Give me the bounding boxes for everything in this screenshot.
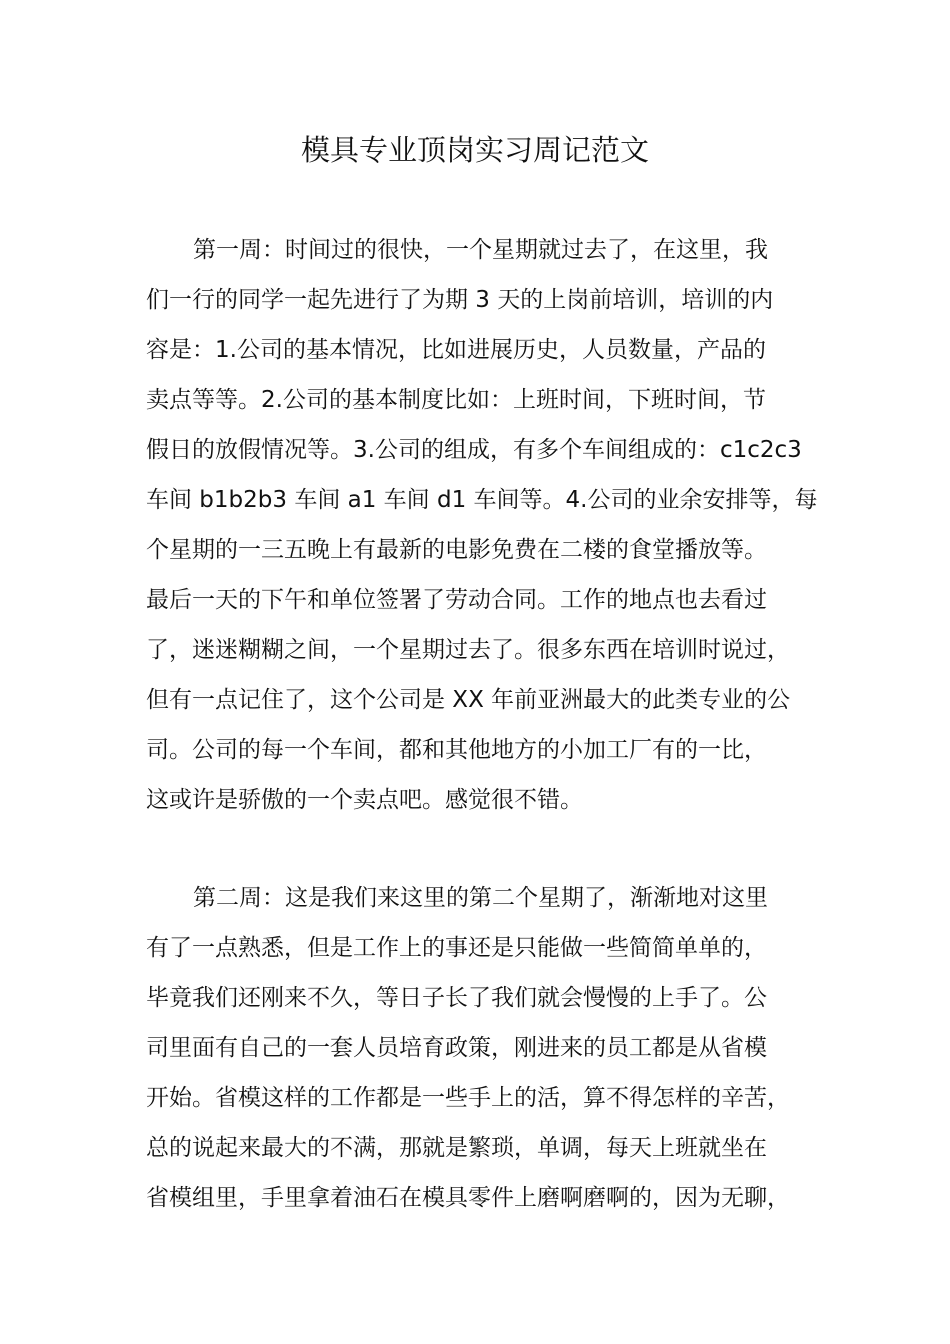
text-line: 卖点等等。2.公司的基本制度比如：上班时间，下班时间，节 bbox=[146, 387, 766, 413]
paragraph-week-1 bbox=[146, 225, 826, 825]
text-line: 第一周：时间过的很快，一个星期就过去了，在这里，我 bbox=[193, 237, 768, 263]
document-title: 模具专业顶岗实习周记范文 bbox=[300, 133, 649, 167]
text-line: 最后一天的下午和单位签署了劳动合同。工作的地点也去看过 bbox=[146, 587, 767, 613]
paragraph-week-2 bbox=[146, 873, 826, 1223]
text-line: 司里面有自己的一套人员培育政策，刚进来的员工都是从省模 bbox=[146, 1035, 767, 1061]
text-line: 省模组里，手里拿着油石在模具零件上磨啊磨啊的，因为无聊， bbox=[146, 1185, 790, 1211]
text-line: 个星期的一三五晚上有最新的电影免费在二楼的食堂播放等。 bbox=[146, 537, 767, 563]
text-line: 第二周：这是我们来这里的第二个星期了，渐渐地对这里 bbox=[193, 885, 768, 911]
text-line: 容是：1.公司的基本情况，比如进展历史，人员数量，产品的 bbox=[146, 337, 766, 363]
text-line: 总的说起来最大的不满，那就是繁琐，单调，每天上班就坐在 bbox=[146, 1135, 767, 1161]
text-line: 们一行的同学一起先进行了为期 3 天的上岗前培训，培训的内 bbox=[146, 287, 774, 313]
text-line: 车间 b1b2b3 车间 a1 车间 d1 车间等。4.公司的业余安排等，每 bbox=[146, 487, 818, 513]
text-line: 但有一点记住了，这个公司是 XX 年前亚洲最大的此类专业的公 bbox=[146, 687, 791, 713]
text-line: 这或许是骄傲的一个卖点吧。感觉很不错。 bbox=[146, 787, 583, 813]
text-line: 开始。省模这样的工作都是一些手上的活，算不得怎样的辛苦， bbox=[146, 1085, 790, 1111]
text-line: 毕竟我们还刚来不久，等日子长了我们就会慢慢的上手了。公 bbox=[146, 985, 767, 1011]
text-line: 了，迷迷糊糊之间，一个星期过去了。很多东西在培训时说过， bbox=[146, 637, 790, 663]
text-line: 司。公司的每一个车间，都和其他地方的小加工厂有的一比， bbox=[146, 737, 767, 763]
text-line: 假日的放假情况等。3.公司的组成，有多个车间组成的：c1c2c3 bbox=[146, 437, 802, 463]
text-line: 有了一点熟悉，但是工作上的事还是只能做一些简简单单的， bbox=[146, 935, 767, 961]
